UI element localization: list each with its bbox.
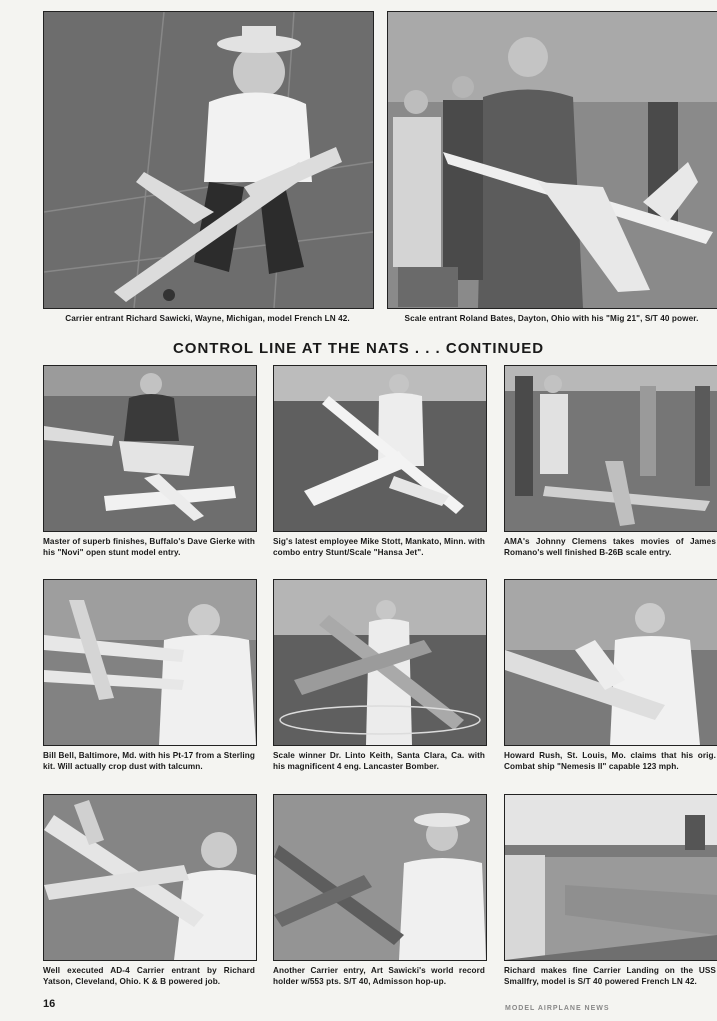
photo-bill-bell xyxy=(43,579,257,746)
caption-roland-bates: Scale entrant Roland Bates, Dayton, Ohio with his "Mig 21", S/T 40 power. xyxy=(404,314,699,323)
footer-masthead: MODEL AIRPLANE NEWS xyxy=(505,1005,610,1012)
caption-bill-bell: Bill Bell, Baltimore, Md. with his Pt-17 from a Sterling kit. Will actually crop dust with talcumn. xyxy=(43,751,255,771)
caption-johnny-clemens: AMA's Johnny Clemens takes movies of James Romano's well finished B-26B scale entry. xyxy=(504,537,716,557)
photo-linto-keith xyxy=(273,579,487,746)
caption-howard-rush: Howard Rush, St. Louis, Mo. claims that his orig. Combat ship "Nemesis II" capable 123 mph. xyxy=(504,751,716,771)
caption-dave-gierke: Master of superb finishes, Buffalo's Dave Gierke with his "Novi" open stunt model entry. xyxy=(43,537,255,557)
caption-mike-stott: Sig's latest employee Mike Stott, Mankato, Minn. with combo entry Stunt/Scale "Hansa Jet". xyxy=(273,537,485,557)
caption-richard-yatson: Well executed AD-4 Carrier entrant by Richard Yatson, Cleveland, Ohio. K & B powered job. xyxy=(43,966,255,986)
caption-richard-sawicki: Carrier entrant Richard Sawicki, Wayne, Michigan, model French LN 42. xyxy=(65,314,350,323)
photo-richard-sawicki xyxy=(43,11,374,309)
caption-carrier-deck: Richard makes fine Carrier Landing on the USS Smallfry, model is S/T 40 powered French LN 42. xyxy=(504,966,716,986)
caption-art-sawicki: Another Carrier entry, Art Sawicki's world record holder w/553 pts. S/T 40, Admisson hop-up. xyxy=(273,966,485,986)
photo-howard-rush xyxy=(504,579,717,746)
page-number: 16 xyxy=(43,998,56,1010)
caption-linto-keith: Scale winner Dr. Linto Keith, Santa Clara, Ca. with his magnificent 4 eng. Lancaster Bomber. xyxy=(273,751,485,771)
page-heading: CONTROL LINE AT THE NATS . . . CONTINUED xyxy=(172,340,545,357)
photo-richard-yatson xyxy=(43,794,257,961)
photo-art-sawicki xyxy=(273,794,487,961)
photo-johnny-clemens xyxy=(504,365,717,532)
photo-roland-bates xyxy=(387,11,717,309)
photo-dave-gierke xyxy=(43,365,257,532)
photo-carrier-deck xyxy=(504,794,717,961)
photo-mike-stott xyxy=(273,365,487,532)
